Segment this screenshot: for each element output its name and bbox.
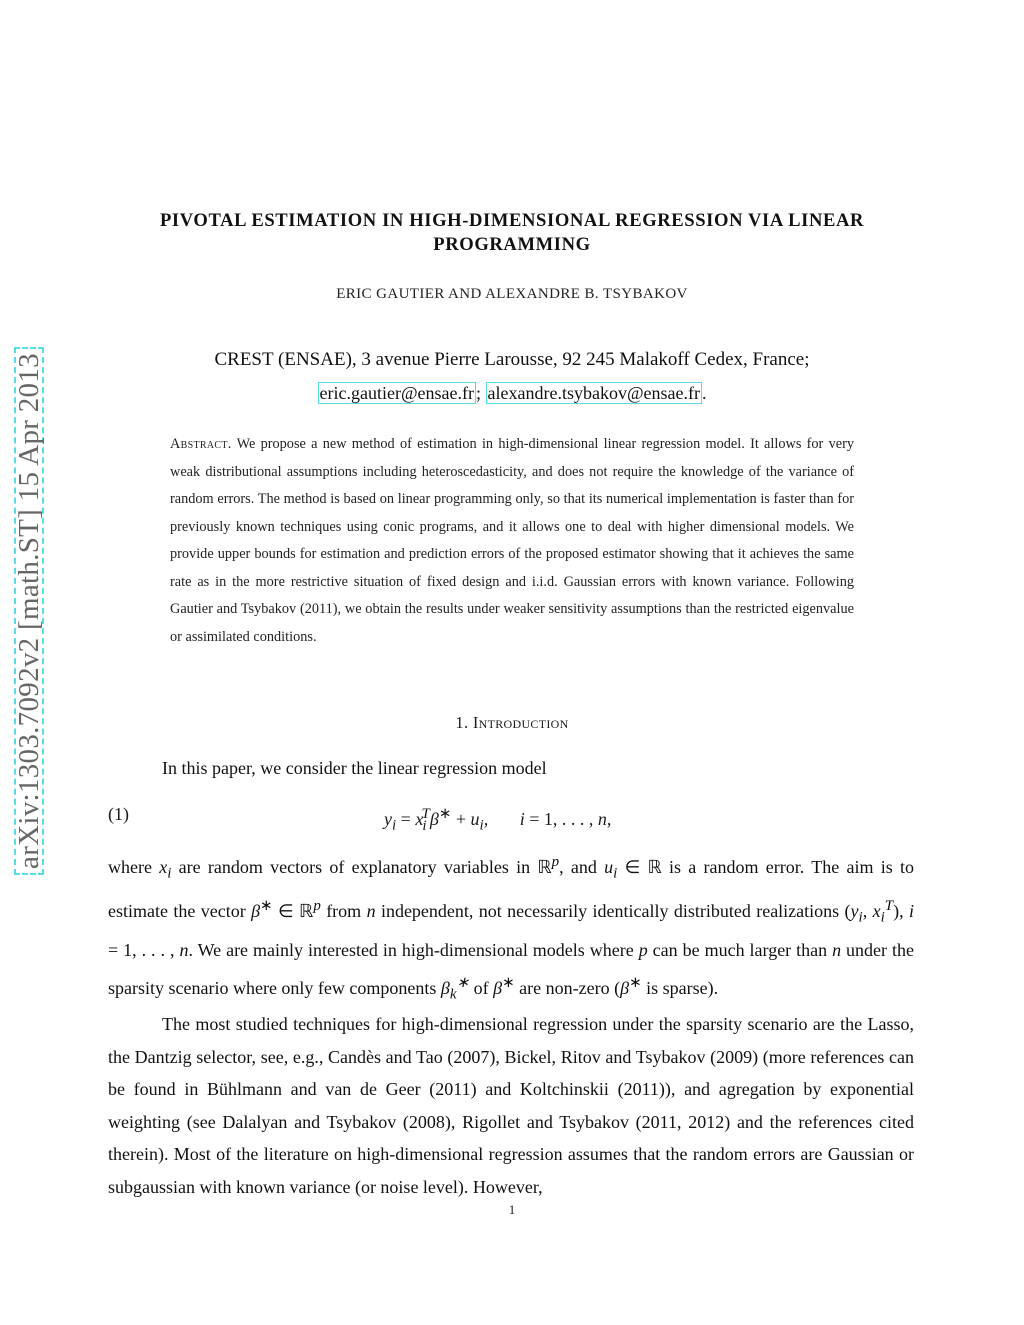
email-link-tsybakov[interactable]: alexandre.tsybakov@ensae.fr: [487, 383, 700, 403]
email-link-gautier[interactable]: eric.gautier@ensae.fr: [319, 383, 474, 403]
affiliation: CREST (ENSAE), 3 avenue Pierre Larousse, 92 245 Malakoff Cedex, France;: [214, 349, 810, 370]
email-line: [108, 383, 916, 404]
title-line-1: PIVOTAL ESTIMATION IN HIGH-DIMENSIONAL REGRESSION VIA LINEAR: [159, 210, 865, 231]
paragraph-2: The most studied techniques for high-dimensional regression under the sparsity scenario are the Lasso, the Dantzig selector, see, e.g., Candès and Tao (2007), Bickel, Ritov and Tsybakov (2009) (more references can be found in Bühlmann and van de Geer (2011) and Koltchinskii (2011)), and agregation by exponential weighting (see Dalalyan and Tsybakov (2008), Rigollet and Tsybakov (2011, 2012) and the references cited therein). Most of the literature on high-dimensional regression assumes that the random errors are Gaussian or subgaussian with known variance (or noise level). However,: [108, 1014, 914, 1197]
abstract-text: We propose a new method of estimation in high-dimensional linear regression model. It allows for very weak distributional assumptions including heteroscedasticity, and does not require the knowledge of the variance of random errors. The method is based on linear programming only, so that its numerical implementation is faster than for previously known techniques using conic programs, and it allows one to deal with higher dimensional models. We provide upper bounds for estimation and prediction errors of the proposed estimator showing that it achieves the same rate as in the more restrictive situation of fixed design and i.i.d. Gaussian errors with known variance. Following Gautier and Tsybakov (2011), we obtain the results under weaker sensitivity assumptions than the restricted eigenvalue or assimilated conditions.: [170, 436, 854, 645]
intro-sentence: In this paper, we consider the linear regression model: [162, 758, 547, 778]
authors: ERIC GAUTIER AND ALEXANDRE B. TSYBAKOV: [336, 286, 688, 302]
email-separator: ;: [476, 383, 482, 403]
section-heading: 1. Introduction: [455, 713, 569, 732]
title-line-2: PROGRAMMING: [433, 234, 591, 255]
page-number: 1: [508, 1202, 516, 1217]
paper-title: [108, 209, 916, 257]
email-end: .: [702, 383, 707, 403]
arxiv-stamp[interactable]: arXiv:1303.7092v2 [math.ST] 15 Apr 2013: [14, 347, 44, 875]
paragraph-1: where $x_i$ are random vectors of explanatory variables in ℝ$^p$, and $u_i$ ∈ ℝ is a random error. The aim is to estimate the vector β∗ ∈ ℝ$^p$ from n independent, not necessarily identically distributed realizations ($y_i$, $x_i^T$), i = 1, . . . , n. We are mainly interested in high-dimensional models where p can be much larger than n under the sparsity scenario where only few components $\beta_k^∗$ of β∗ are non-zero (β∗ is sparse).: [108, 854, 914, 1003]
equation-1: $y_i = x_i^T\beta^∗ + u_i$, i = 1, . . . , n,: [384, 806, 612, 834]
equation-number: (1): [108, 804, 129, 824]
abstract: [170, 431, 854, 651]
abstract-label: Abstract.: [170, 436, 232, 452]
